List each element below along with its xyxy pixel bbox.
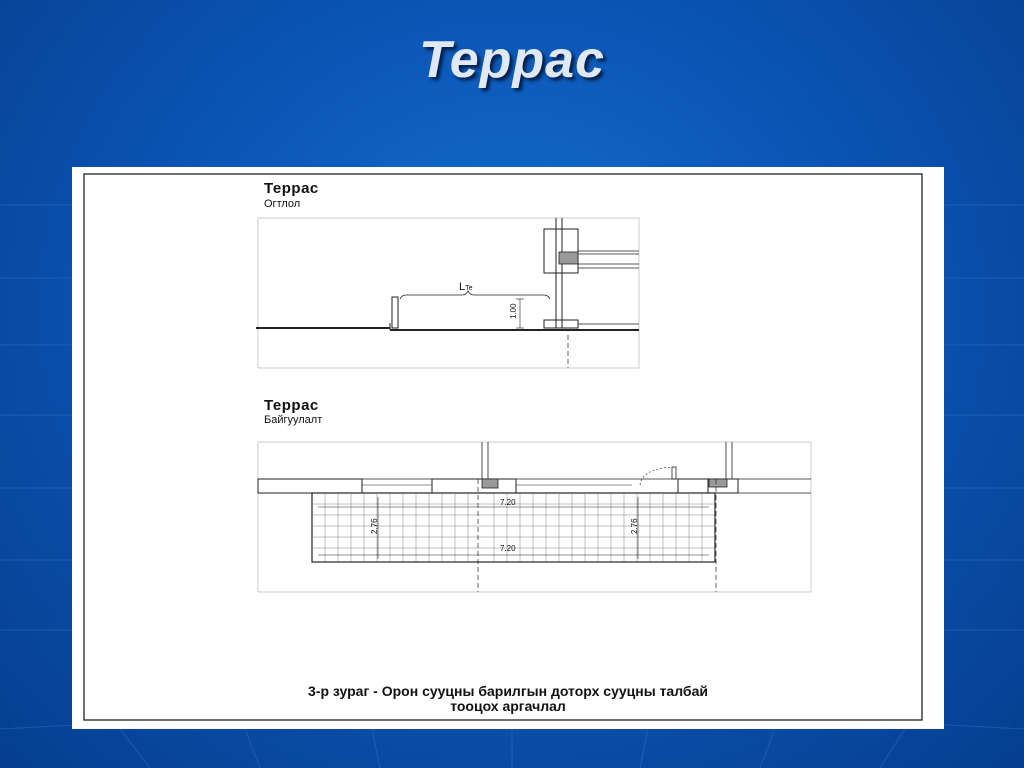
plan-subtitle: Байгуулалт: [264, 414, 323, 426]
width-dimension-top: 7.20: [500, 498, 516, 507]
height-dimension: 1.00: [509, 303, 518, 319]
drawing-frame: [84, 174, 922, 720]
section-view: [256, 218, 639, 368]
plan-title: Террас: [264, 397, 319, 414]
width-dimension-bottom: 7.20: [500, 544, 516, 553]
plan-view: [258, 442, 811, 592]
figure-panel: [72, 167, 944, 729]
length-label: LTe: [459, 281, 473, 293]
depth-dimension-left: 2.76: [370, 518, 379, 534]
section-subtitle: Огтлол: [264, 198, 301, 210]
figure-caption-line2: тооцох аргачлал: [450, 698, 566, 714]
figure-caption-line1: 3-р зураг - Орон сууцны барилгын доторх сууцны талбай: [308, 683, 708, 699]
depth-dimension-right: 2.76: [630, 518, 639, 534]
section-title: Террас: [264, 180, 319, 197]
slide-title: Террас: [418, 31, 606, 89]
architectural-drawing: [72, 167, 944, 729]
